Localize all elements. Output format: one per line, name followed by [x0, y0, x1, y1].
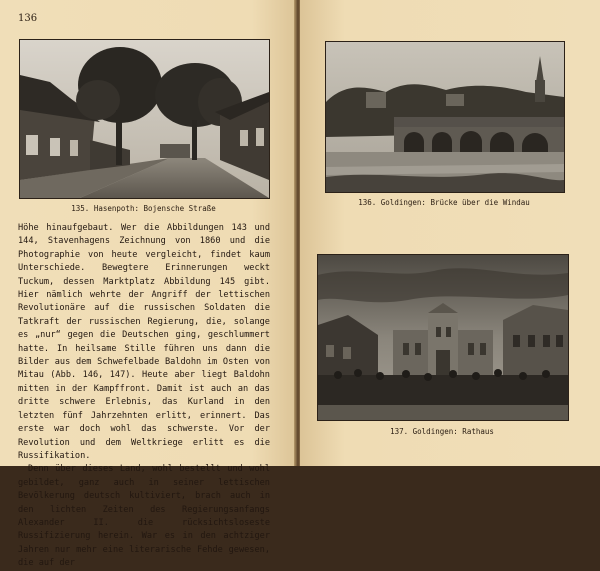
figure-caption-town-hall: 137. Goldingen: Rathaus	[390, 427, 494, 436]
paragraph-2: Denn über dieses Land, wohl bestellt und wohl gebildet, ganz auch in seiner lettischen Bevölkerung deutsch kultiviert, brach auch in den lichten Zeiten des Regierungsanfangs Alexander II. die rücksichtsloseste Russifizierung herein. War es in den achtziger Jahren nur mehr eine literarische Fehde gewesen, die auf der	[18, 464, 270, 569]
figure-caption-bridge: 136. Goldingen: Brücke über die Windau	[358, 198, 530, 207]
page-number: 136	[18, 13, 38, 24]
photo-bridge	[325, 41, 565, 193]
figure-caption: 135. Hasenpoth: Bojensche Straße	[71, 204, 216, 213]
photo-street-scene	[19, 39, 270, 199]
left-page	[0, 0, 296, 569]
right-page	[300, 0, 600, 466]
body-text	[18, 222, 270, 571]
paragraph-1: Höhe hinaufgebaut. Wer die Abbildungen 143 und 144, Stavenhagens Zeichnung von 1860 und die Photographie von heute vergleicht, findet kaum Unterschiede. Bewegtere Erinnerungen weckt Tuckum, dessen Marktplatz Abbildung 145 gibt. Hier nämlich wehrte der Angriff der lettischen Revolutionäre auf die russischen Soldaten die Tatkraft der russischen Regierung, die, solange es „nur“ gegen die Deutschen ging, geschlummert hatte. In heilsame Stille führen uns dann die Bilder aus dem Schwefelbade Baldohn im Osten von Mitau (Abb. 146, 147). Heute aber liegt Baldohn mitten in der Kampffront. Damit ist auch an das dritte schwere Erlebnis, das Kurland in den letzten fünf Jahrzehnten erlitt, erinnert. Das erste war doch wohl das schwerste. Vor der Revolution und dem Weltkriege erlitt es die Russifikation.	[18, 223, 270, 461]
photo-town-hall	[317, 254, 569, 421]
